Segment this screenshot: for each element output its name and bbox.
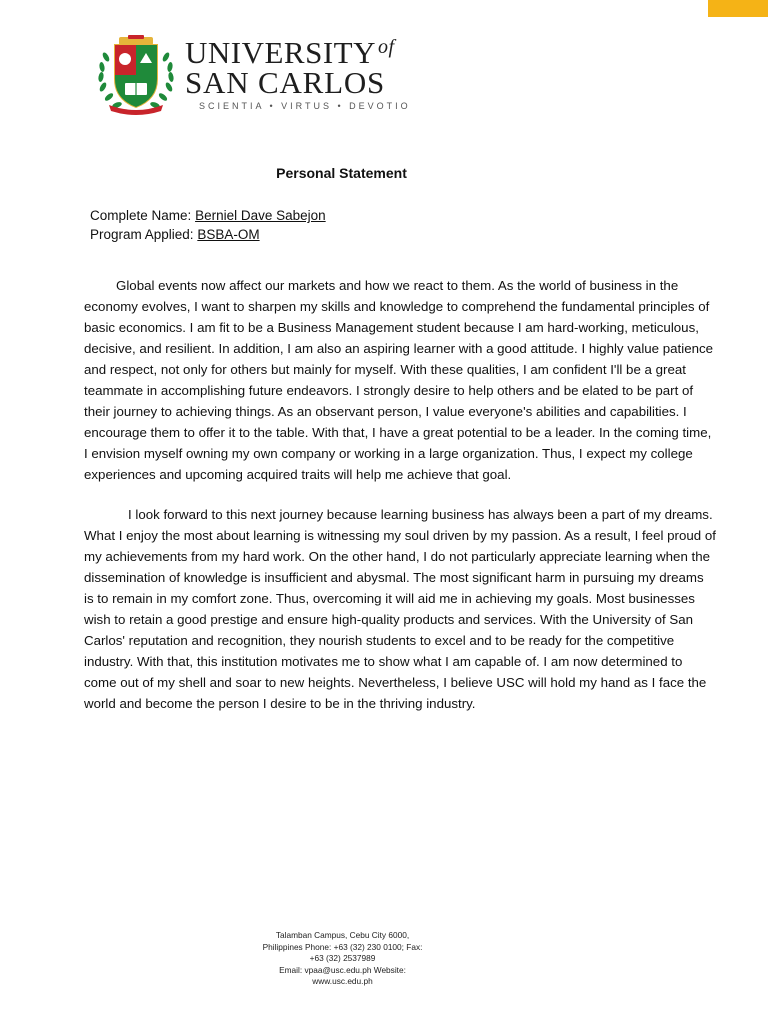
footer-website: www.usc.edu.ph — [312, 976, 373, 986]
university-name: SAN CARLOS — [185, 65, 386, 100]
page-title: Personal Statement — [276, 165, 407, 181]
statement-paragraph-1: Global events now affect our markets and how we react to them. As the world of business in the economy evolves, I want to sharpen my skills and knowledge to comprehend the fundamental principles of basic economics. I am fit to be a Business Management student because I am hard-working, meticulous, decisive, and resilient. In addition, I am also an aspiring learner with a good attitude. I highly value patience and respect, not only for others but mainly for myself. With these qualities, I am confident I'll be a great teammate in accomplishing future endeavors. I strongly desire to help others and be elated to be part of their journey to achieving things. As an observant person, I value everyone's abilities and capabilities. I encourage them to offer it to the table. With that, I have a great potential to be a leader. In the coming time, I envision myself owning my own company or working in a large organization. Thus, I expect my college experiences and upcoming acquired traits will help me achieve that goal. — [84, 278, 714, 482]
footer-contact — [250, 930, 435, 988]
university-of: of — [378, 36, 395, 58]
footer-email: Email: vpaa@usc.edu.ph Website: — [279, 964, 406, 975]
statement-paragraph-2: I look forward to this next journey because learning business has always been a part of my dreams. What I enjoy the most about learning is witnessing my soul driven by my passion. As a result, I feel proud of my achievements from my hard work. On the other hand, I do not particularly appreciate learning when the dissemination of knowledge is insufficient and abysmal. The most significant harm in pursuing my dreams is to remain in my comfort zone. Thus, overcoming it will aid me in achieving my goals. Most businesses wish to retain a good prestige and ensure high-quality products and services. With the University of San Carlos' reputation and recognition, they nourish students to excel and to be ready for the competitive industry. With that, this institution motivates me to show what I am capable of. I am now determined to come out of my shell and soar to new heights. Nevertheless, I believe USC will hold my hand as I face the world and become the person I desire to be in the thriving industry. — [84, 507, 716, 711]
name-value: Berniel Dave Sabejon — [195, 208, 326, 223]
university-motto: SCIENTIA • VIRTUS • DEVOTIO — [199, 101, 411, 111]
footer-fax: +63 (32) 2537989 — [309, 953, 376, 963]
footer-address: Talamban Campus, Cebu City 6000, — [275, 930, 410, 940]
footer-phone: Philippines Phone: +63 (32) 230 0100; Fax: — [262, 941, 423, 952]
university-line: UNIVERSITY $^{of}$ — [185, 35, 395, 70]
university-seal-icon — [95, 35, 177, 115]
corner-tab — [708, 0, 768, 17]
program-label: Program Applied: — [90, 227, 194, 242]
university-wordmark — [185, 37, 415, 113]
name-label: Complete Name: — [90, 208, 192, 223]
program-row — [90, 225, 326, 244]
applicant-info — [90, 206, 326, 244]
program-value: BSBA-OM — [197, 227, 260, 242]
university-logo — [95, 35, 415, 115]
name-row — [90, 206, 326, 225]
